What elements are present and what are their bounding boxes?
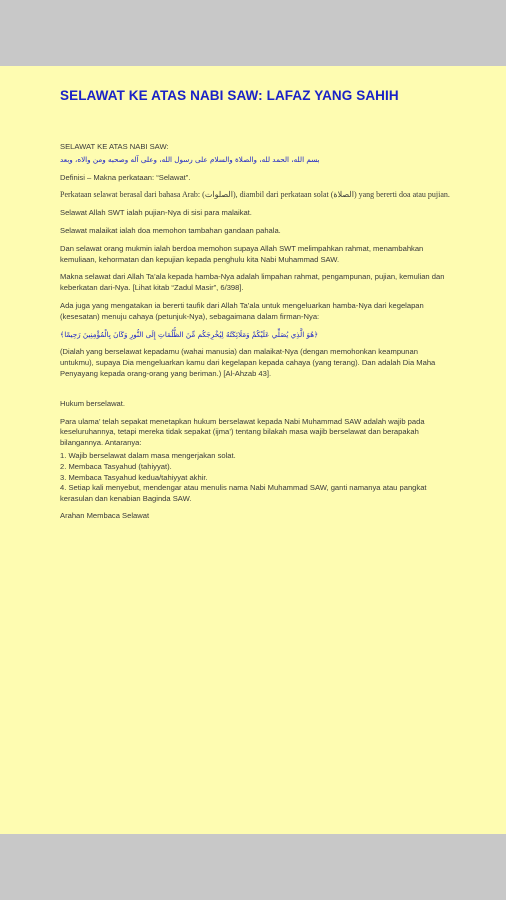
paragraph-taufik: Ada juga yang mengatakan ia bererti taufik dari Allah Ta’ala untuk mengeluarkan hamba-Nya dari kegelapan (kesesatan) menuju cahaya (petunjuk-Nya), sebagaimana dalam firman-Nya: [60, 300, 424, 321]
list-item: 4. Setiap kali menyebut, mendengar atau menulis nama Nabi Muhammad SAW, ganti namanya atau pangkat kerasulan dan kenabian Baginda SAW. [60, 483, 427, 504]
list-item: 2. Membaca Tasyahud (tahiyyat). [60, 461, 172, 471]
hukum-heading: Hukum berselawat. [60, 398, 125, 408]
paragraph-makna: Makna selawat dari Allah Ta’ala kepada hamba-Nya adalah limpahan rahmat, pengampunan, pujian, kemulian dan keberkatan dari-Nya. [Lihat kitab “Zadul Masir”, 6/398]. [60, 272, 445, 293]
paragraph-allah: Selawat Allah SWT ialah pujian-Nya di sisi para malaikat. [60, 208, 252, 218]
etymology-paragraph: Perkataan selawat berasal dari bahasa Arab: (الصلوات), diambil dari perkataan solat (الصلاة) yang bererti doa atau pujian. [60, 190, 450, 200]
hukum-list [60, 451, 452, 505]
list-item: 1. Wajib berselawat dalam masa mengerjakan solat. [60, 450, 236, 460]
arabic-opening: بسم الله، الحمد لله، والصلاة والسلام على رسول الله، وعلى آله وصحبه ومن والاه، وبعد [60, 154, 320, 164]
top-gray-band [0, 0, 506, 66]
arabic-verse: ﴿هُوَ الَّذِي يُصَلِّي عَلَيْكُمْ وَمَلَائِكَتُهُ لِيُخْرِجَكُم مِّنَ الظُّلُمَاتِ إِلَى النُّورِ وَكَانَ بِالْمُؤْمِنِينَ رَحِيمًا﴾ [60, 329, 319, 339]
paragraph-malaikat: Selawat malaikat ialah doa memohon tambahan gandaan pahala. [60, 225, 281, 235]
paragraph-mukmin: Dan selawat orang mukmin ialah berdoa memohon supaya Allah SWT melimpahkan rahmat, menambahkan kemuliaan, kehormatan dan kepujian kepada penghulu kita Nabi Muhammad SAW. [60, 243, 424, 264]
bottom-gray-band [0, 834, 506, 900]
hukum-paragraph: Para ulama’ telah sepakat menetapkan hukum berselawat kepada Nabi Muhammad SAW adalah wajib pada keseluruhannya, tetapi mereka tidak sepakat (ijma’) tentang bilakah masa wajib berselawat dan berapakah bilangannya. Antaranya: [60, 416, 425, 448]
verse-translation: (Dialah yang berselawat kepadamu (wahai manusia) dan malaikat-Nya (dengan memohonkan keampunan untukmu), supaya Dia mengeluarkan kamu dari kegelapan kepada cahaya (yang terang). Dan adalah Dia Maha Penyayang kepada orang-orang yang beriman.) [Al-Ahzab 43]. [60, 347, 436, 378]
arahan-heading: Arahan Membaca Selawat [60, 510, 150, 520]
definition-line: Definisi – Makna perkataan: “Selawat”. [60, 172, 191, 182]
document-title: SELAWAT KE ATAS NABI SAW: LAFAZ YANG SAHIH [60, 88, 399, 103]
document-body [60, 142, 452, 529]
section-heading: SELAWAT KE ATAS NABI SAW: [60, 142, 169, 151]
list-item: 3. Membaca Tasyahud kedua/tahiyyat akhir. [60, 472, 208, 482]
